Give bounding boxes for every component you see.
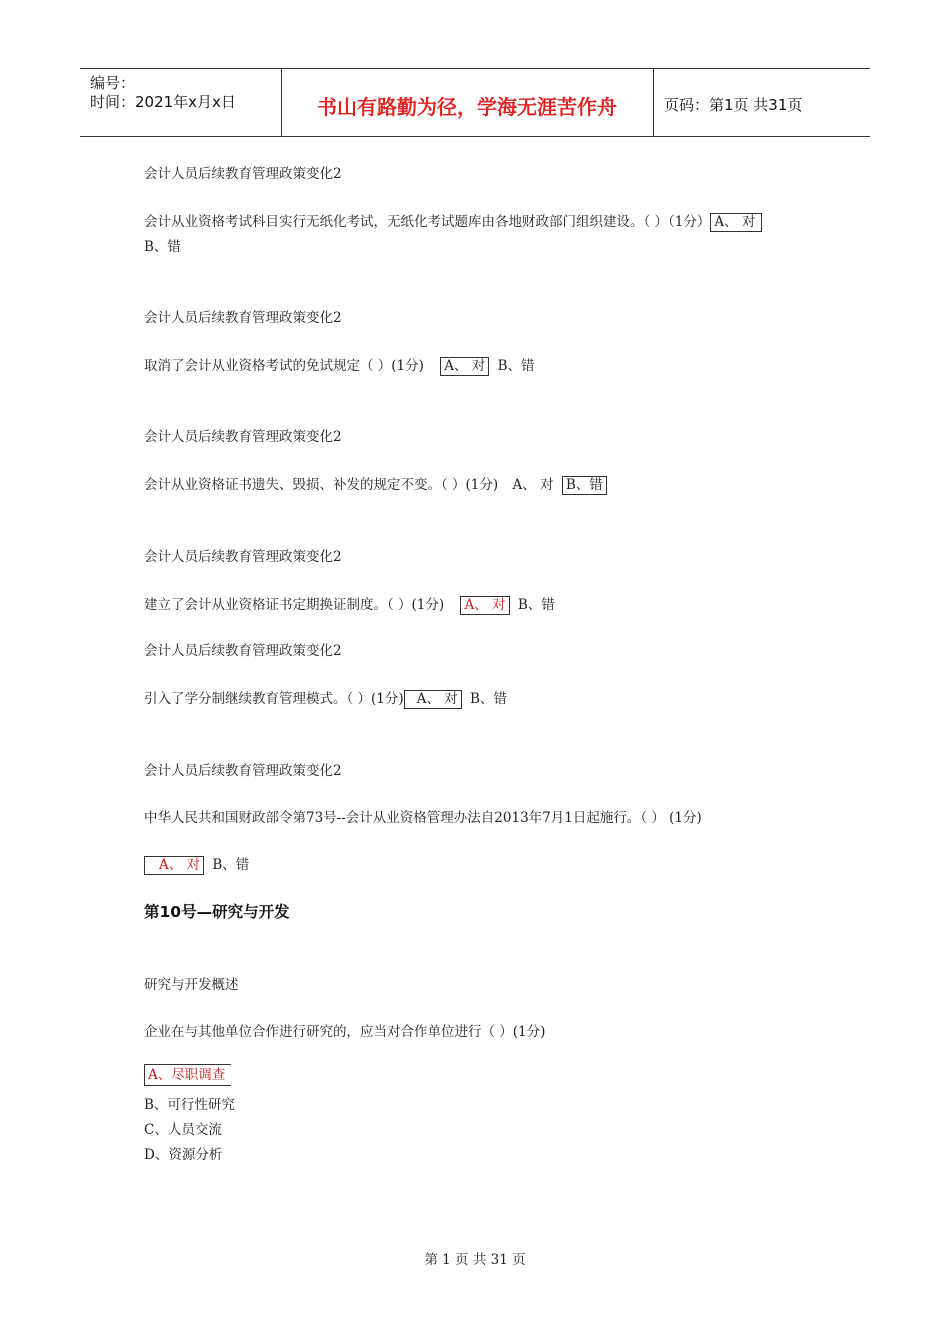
header-page-cell — [654, 69, 870, 136]
mc-option-c: C、人员交流 — [144, 1122, 222, 1138]
mc-option-d: D、资源分析 — [144, 1147, 223, 1163]
question-body: 会计从业资格考试科目实行无纸化考试，无纸化考试题库由各地财政部门组织建设。（ ）（1分） — [144, 214, 711, 230]
question-text — [144, 354, 534, 376]
time-label: 时间：2021年x月x日 — [90, 93, 236, 111]
option-b: B、错 — [470, 691, 507, 707]
answer-box: A、 对 — [710, 213, 762, 232]
answer-box: A、 对 — [440, 357, 489, 376]
header-motto-cell — [281, 69, 654, 136]
question-text: 中华人民共和国财政部令第73号--会计从业资格管理办法自2013年7月1日起施行。（ ） (1分) — [144, 810, 702, 826]
chapter-title: 第10号—研究与开发 — [144, 903, 290, 921]
answer-box: A、 对 — [404, 690, 462, 709]
motto: 书山有路勤为径，学海无涯苦作舟 — [317, 95, 617, 119]
answer-box: A、尽职调查 — [144, 1064, 231, 1086]
option-b: B、错 — [497, 358, 535, 374]
code-label: 编号： — [90, 74, 136, 92]
answer-box: A、 对 — [144, 856, 204, 875]
answer-box: A、 对 — [460, 596, 509, 615]
mc-option-b: B、可行性研究 — [144, 1097, 235, 1113]
section-title: 会计人员后续教育管理政策变化2 — [144, 166, 342, 182]
question-body: 取消了会计从业资格考试的免试规定（ ）(1分) — [144, 358, 424, 374]
question-text — [144, 210, 766, 232]
chapter-section: 研究与开发概述 — [144, 977, 239, 993]
mc-question-text: 企业在与其他单位合作进行研究的，应当对合作单位进行（ ）(1分) — [144, 1024, 546, 1040]
answer-line — [144, 853, 249, 875]
section-title: 会计人员后续教育管理政策变化2 — [144, 643, 342, 659]
section-title: 会计人员后续教育管理政策变化2 — [144, 549, 342, 565]
question-body: 引入了学分制继续教育管理模式。（ ）(1分) — [144, 691, 404, 707]
section-title: 会计人员后续教育管理政策变化2 — [144, 310, 342, 326]
mc-option-a — [144, 1064, 231, 1086]
section-title: 会计人员后续教育管理政策变化2 — [144, 429, 342, 445]
option-a: A、 对 — [512, 477, 554, 493]
page-info: 页码：第1页 共31页 — [664, 96, 803, 114]
option-b: B、错 — [212, 857, 250, 873]
header-meta-cell — [80, 69, 282, 136]
question-text — [144, 687, 507, 709]
option-b: B、错 — [517, 597, 555, 613]
question-body: 会计从业资格证书遗失、毁损、补发的规定不变。（ ）(1分) — [144, 477, 499, 493]
option-b: B、错 — [144, 239, 181, 255]
answer-box: B、错 — [562, 476, 607, 495]
page-footer: 第 1 页 共 31 页 — [424, 1252, 526, 1268]
page-header — [80, 68, 870, 137]
section-title: 会计人员后续教育管理政策变化2 — [144, 763, 342, 779]
question-text — [144, 473, 611, 495]
question-text — [144, 593, 555, 615]
question-body: 建立了会计从业资格证书定期换证制度。（ ）(1分) — [144, 597, 445, 613]
